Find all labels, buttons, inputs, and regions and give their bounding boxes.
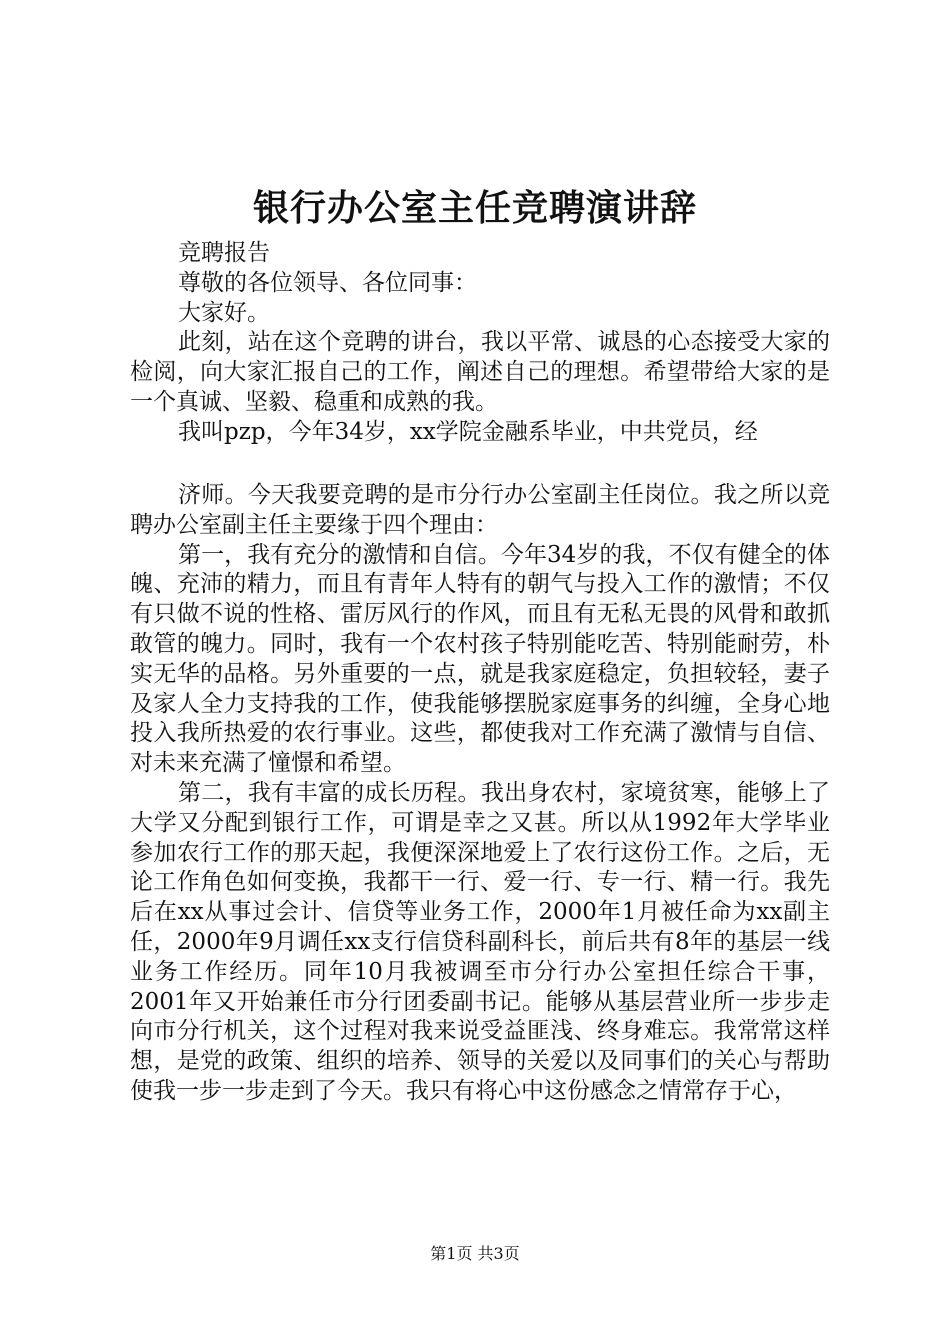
paragraph-intro: 此刻，站在这个竞聘的讲台，我以平常、诚恳的心态接受大家的检阅，向大家汇报自己的工作，阐述自己的理想。希望带给大家的是一个真诚、坚毅、稳重和成熟的我。 (130, 329, 830, 415)
body-block-1 (130, 239, 830, 448)
paragraph-reason-1: 第一，我有充分的激情和自信。今年34岁的我，不仅有健全的体魄、充沛的精力，而且有青年人特有的朝气与投入工作的激情；不仅有只做不说的性格、雷厉风行的作风，而且有无私无畏的风骨和敢抓敢管的魄力。同时，我有一个农村孩子特别能吃苦、特别能耐劳，朴实无华的品格。另外重要的一点，就是我家庭稳定，负担较轻，妻子及家人全力支持我的工作，使我能够摆脱家庭事务的纠缠，全身心地投入我所热爱的农行事业。这些，都使我对工作充满了激情与自信、对未来充满了憧憬和希望。 (130, 541, 830, 777)
paragraph-greeting: 大家好。 (178, 299, 270, 326)
paragraph-reason-2: 第二，我有丰富的成长历程。我出身农村，家境贫寒，能够上了大学又分配到银行工作，可谓是幸之又甚。所以从1992年大学毕业参加农行工作的那天起，我便深深地爱上了农行这份工作。之后，无论工作角色如何变换，我都干一行、爱一行、专一行、精一行。我先后在xx从事过会计、信贷等业务工作，2000年1月被任命为xx副主任，2000年9月调任xx支行信贷科副科长，前后共有8年的基层一线业务工作经历。同年10月我被调至市分行办公室担任综合干事，2001年又开始兼任市分行团委副书记。能够从基层营业所一步步走向市分行机关，这个过程对我来说受益匪浅、终身难忘。我常常这样想，是党的政策、组织的培养、领导的关爱以及同事们的关心与帮助使我一步一步走到了今天。我只有将心中这份感念之情常存于心， (130, 779, 830, 1104)
document-title: 银行办公室主任竞聘演讲辞 (252, 187, 697, 229)
body-block-2 (130, 481, 830, 1107)
paragraph-salutation: 尊敬的各位领导、各位同事： (178, 269, 477, 296)
paragraph-report-heading: 竞聘报告 (178, 240, 270, 266)
paragraph-self-intro: 我叫pzp，今年34岁，xx学院金融系毕业，中共党员，经 (178, 418, 758, 445)
page-number-footer: 第1页 共3页 (430, 1244, 520, 1263)
paragraph-self-intro-continued: 济师。今天我要竞聘的是市分行办公室副主任岗位。我之所以竞聘办公室副主任主要缘于四个理由： (130, 482, 830, 538)
